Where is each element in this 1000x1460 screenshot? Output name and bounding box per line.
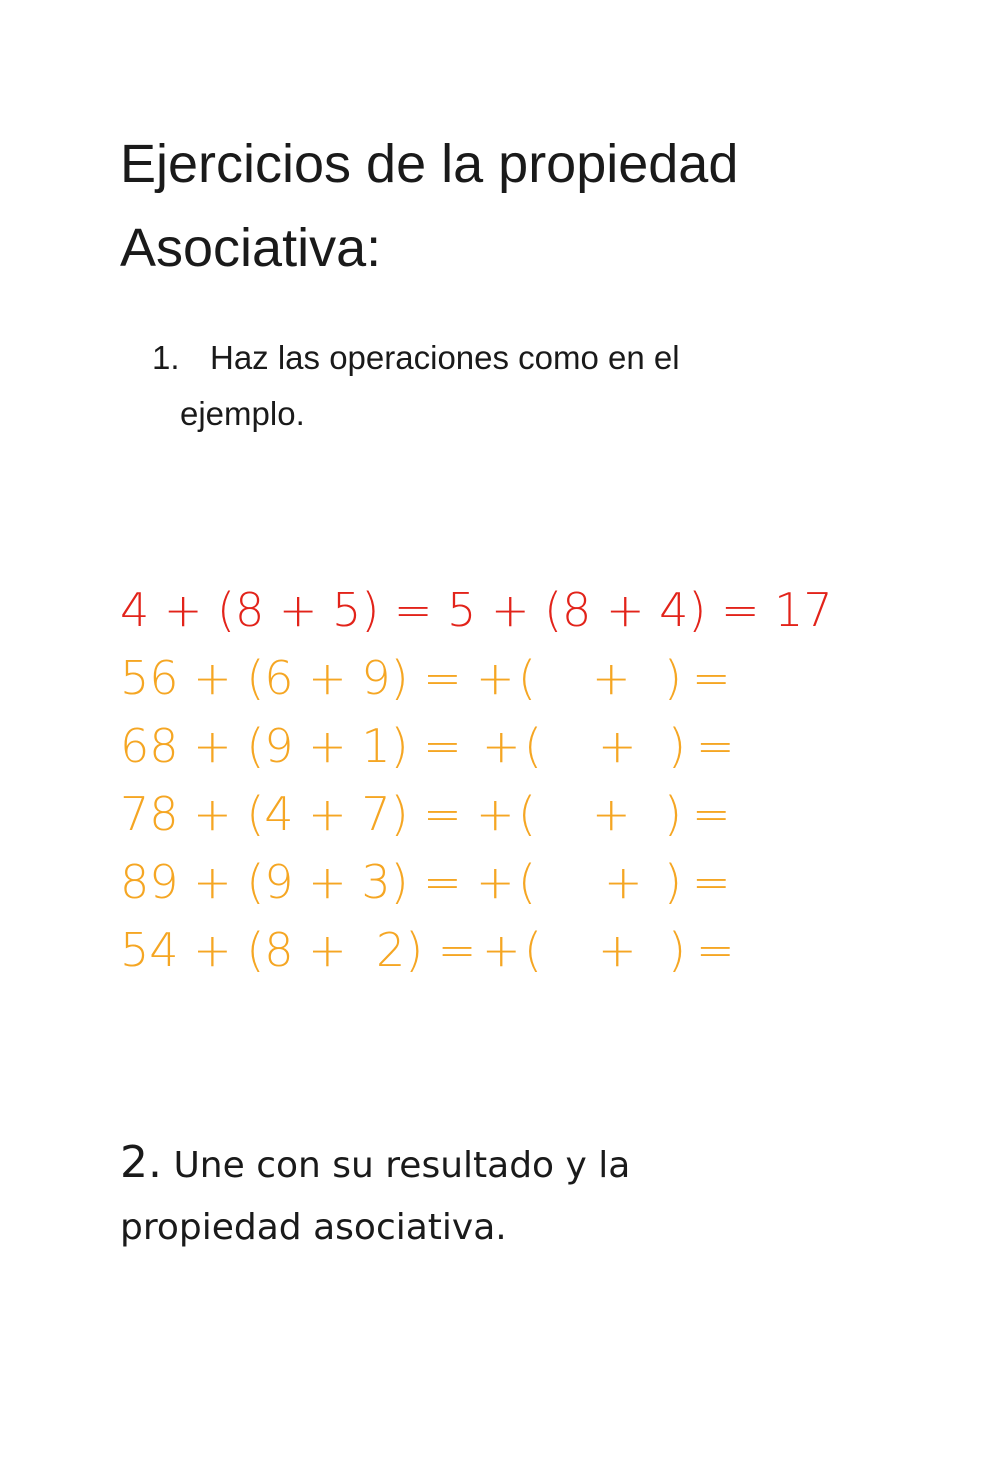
title-line-2: Asociativa: xyxy=(120,218,382,278)
example-text: 4 + (8 + 5) = 5 + (8 + 4) = 17 xyxy=(120,583,833,637)
exercise-equals: = xyxy=(692,651,731,705)
exercise-open-paren: ( xyxy=(518,651,536,705)
exercise-left: 54 + (8 + 2) = xyxy=(120,923,477,977)
exercise-row xyxy=(120,916,880,984)
exercise-plus-1: + xyxy=(476,787,515,841)
exercise-plus-2: + xyxy=(592,651,631,705)
exercise-plus-2: + xyxy=(598,719,637,773)
exercise-row xyxy=(120,712,880,780)
exercise-close-paren: ) xyxy=(664,651,682,705)
instruction-2-text-line-2: propiedad asociativa. xyxy=(120,1207,507,1248)
example-equation xyxy=(120,576,880,644)
exercise-left: 89 + (9 + 3) = xyxy=(120,855,462,909)
exercise-plus-1: + xyxy=(476,855,515,909)
exercise-equals: = xyxy=(696,719,735,773)
exercise-open-paren: ( xyxy=(524,719,542,773)
exercise-equals: = xyxy=(692,787,731,841)
exercise-close-paren: ) xyxy=(668,719,686,773)
exercise-plus-1: + xyxy=(482,719,521,773)
instruction-1-text-line-1: Haz las operaciones como en el xyxy=(210,339,680,376)
exercise-close-paren: ) xyxy=(664,855,682,909)
exercise-left: 78 + (4 + 7) = xyxy=(120,787,462,841)
exercise-close-paren: ) xyxy=(668,923,686,977)
exercise-left: 68 + (9 + 1) = xyxy=(120,719,462,773)
page-title xyxy=(120,122,880,290)
exercise-row xyxy=(120,848,880,916)
instruction-1-text-line-2: ejemplo. xyxy=(180,395,305,432)
exercise-plus-1: + xyxy=(482,923,521,977)
exercise-plus-1: + xyxy=(476,651,515,705)
exercise-open-paren: ( xyxy=(524,923,542,977)
exercise-open-paren: ( xyxy=(518,855,536,909)
instruction-1 xyxy=(152,330,832,442)
exercise-open-paren: ( xyxy=(518,787,536,841)
exercise-equals: = xyxy=(696,923,735,977)
exercise-left: 56 + (6 + 9) = xyxy=(120,651,462,705)
title-line-1: Ejercicios de la propiedad xyxy=(120,134,739,194)
exercise-plus-2: + xyxy=(604,855,643,909)
instruction-2-number: 2. xyxy=(120,1137,162,1188)
instruction-1-number: 1. xyxy=(152,339,180,376)
exercise-plus-2: + xyxy=(598,923,637,977)
exercise-row xyxy=(120,780,880,848)
instruction-2 xyxy=(120,1132,880,1259)
exercise-row xyxy=(120,644,880,712)
exercise-plus-2: + xyxy=(592,787,631,841)
exercise-equals: = xyxy=(692,855,731,909)
exercise-close-paren: ) xyxy=(664,787,682,841)
exercise-list xyxy=(120,576,880,984)
instruction-2-text-line-1: Une con su resultado y la xyxy=(173,1145,631,1186)
